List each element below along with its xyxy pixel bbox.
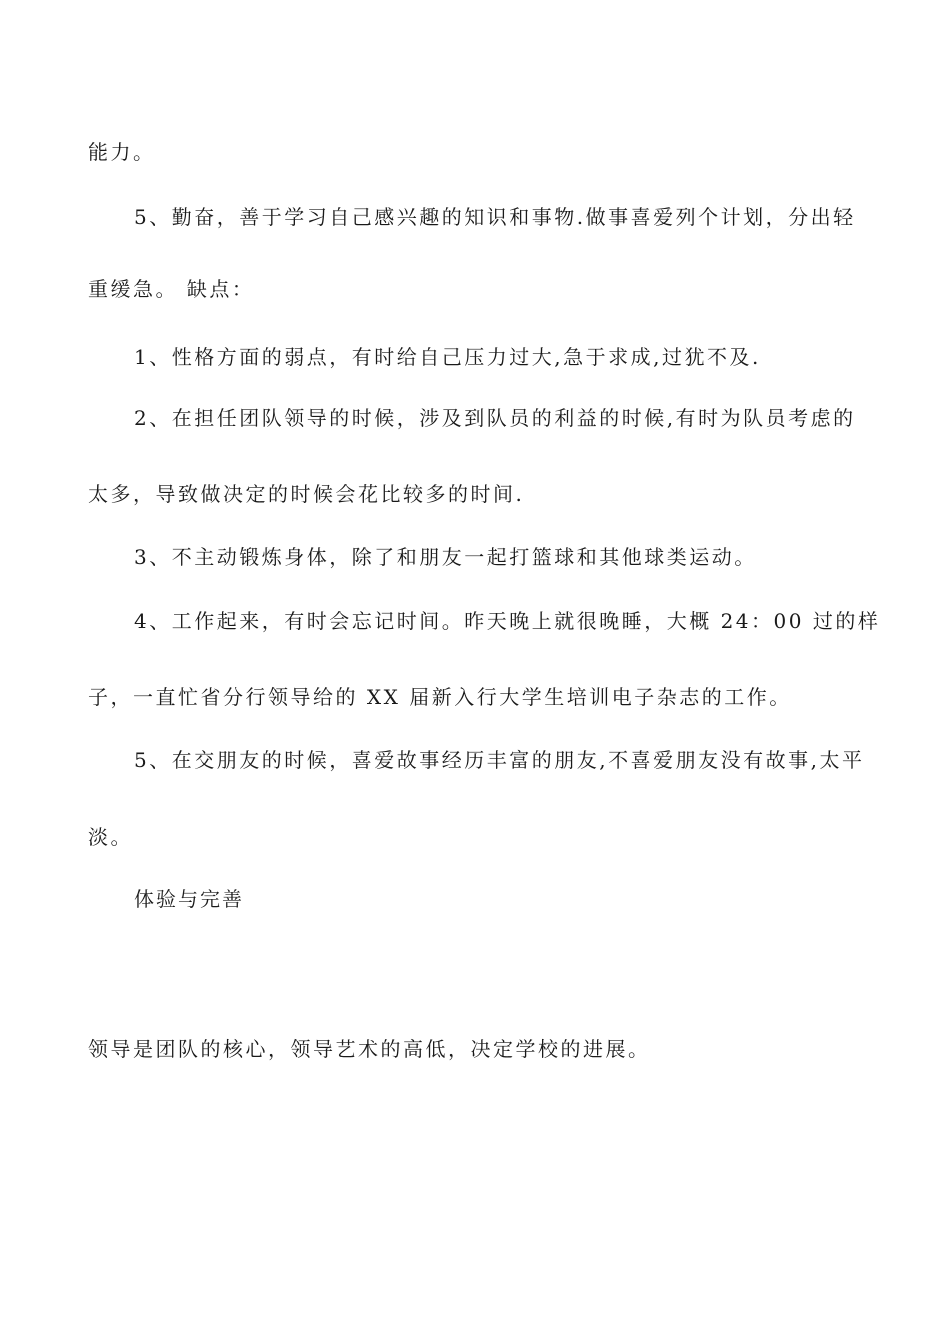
text-line: 领导是团队的核心，领导艺术的高低，决定学校的进展。 xyxy=(88,1037,651,1061)
text-line: 能力。 xyxy=(88,140,156,164)
text-line: 淡。 xyxy=(88,825,133,849)
text-line: 重缓急。 缺点： xyxy=(88,277,255,301)
section-heading: 体验与完善 xyxy=(134,887,244,911)
text-line: 太多，导致做决定的时候会花比较多的时间. xyxy=(88,482,525,506)
text-line: 5、在交朋友的时候，喜爱故事经历丰富的朋友,不喜爱朋友没有故事,太平 xyxy=(134,748,865,772)
text-line: 子，一直忙省分行领导给的 XX 届新入行大学生培训电子杂志的工作。 xyxy=(88,685,792,709)
text-line: 3、不主动锻炼身体，除了和朋友一起打篮球和其他球类运动。 xyxy=(134,545,757,569)
text-line: 2、在担任团队领导的时候，涉及到队员的利益的时候,有时为队员考虑的 xyxy=(134,406,856,430)
text-line: 5、勤奋，善于学习自己感兴趣的知识和事物.做事喜爱列个计划，分出轻 xyxy=(134,205,856,229)
text-line: 4、工作起来，有时会忘记时间。昨天晚上就很晚睡，大概 24：00 过的样 xyxy=(134,609,881,633)
text-line: 1、性格方面的弱点，有时给自己压力过大,急于求成,过犹不及. xyxy=(134,345,761,369)
